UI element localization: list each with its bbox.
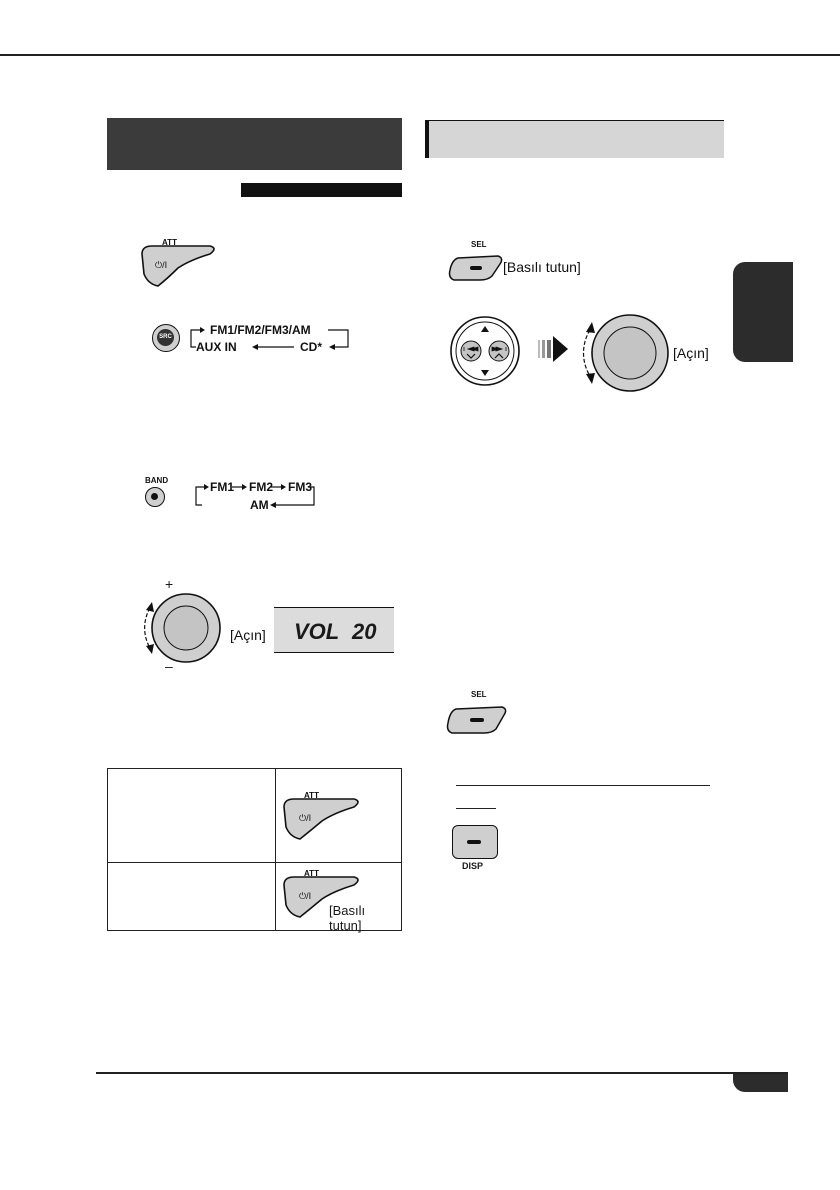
- power-symbol: ⏻/I: [299, 891, 312, 901]
- sel-label-top: SEL: [471, 240, 487, 249]
- sel-button-top[interactable]: [448, 252, 504, 282]
- table-att-button-1[interactable]: [280, 791, 362, 841]
- hold-label-table: [Basılı tutun]: [329, 903, 366, 933]
- transition-arrow-icon: [536, 328, 570, 370]
- table-row-1-text: [108, 769, 276, 863]
- band-dot-icon: [151, 493, 158, 500]
- band-label: BAND: [145, 476, 169, 485]
- volume-plus: +: [165, 576, 174, 592]
- power-symbol: ⏻/I: [299, 813, 312, 823]
- source-flow-fm: FM1/FM2/FM3/AM: [210, 323, 311, 337]
- band-flow-am: AM: [250, 498, 269, 512]
- bottom-rule: [96, 1072, 788, 1074]
- att-label: ATT: [162, 238, 177, 247]
- table-row-2-text: [108, 863, 276, 931]
- hold-label-sel: [Basılı tutun]: [503, 259, 581, 275]
- src-label: SRC: [157, 329, 174, 346]
- att-label: ATT: [304, 791, 319, 800]
- att-button-icon: [138, 238, 218, 288]
- band-flow-fm1: FM1: [210, 480, 234, 494]
- rule-right-2: [456, 808, 496, 809]
- volume-knob[interactable]: [140, 586, 230, 670]
- att-table: [107, 768, 402, 931]
- volume-minus: –: [165, 658, 173, 674]
- disp-label: DISP: [462, 861, 484, 871]
- band-flow-fm3: FM3: [288, 480, 312, 494]
- att-button-icon: [280, 791, 362, 841]
- control-pad[interactable]: [448, 314, 522, 388]
- rule-right-1: [456, 785, 710, 786]
- section-header-left: [107, 118, 402, 170]
- subheading-bar: [241, 183, 402, 197]
- sel-button-bottom[interactable]: [446, 703, 508, 735]
- section-header-right: [425, 120, 724, 158]
- power-symbol: ⏻/I: [155, 260, 168, 270]
- att-label: ATT: [304, 869, 319, 878]
- volume-display-label: VOL: [294, 619, 340, 644]
- top-rule: [0, 54, 840, 56]
- turn-label-right: [Açın]: [673, 345, 709, 361]
- turn-label-left: [Açın]: [230, 627, 266, 643]
- source-flow-aux: AUX IN: [196, 340, 237, 354]
- att-power-button[interactable]: [138, 238, 218, 288]
- page-number-badge: [733, 1074, 788, 1092]
- band-flow-fm2: FM2: [249, 480, 273, 494]
- rotary-knob-right[interactable]: [582, 308, 672, 398]
- volume-display-value: 20: [352, 619, 377, 644]
- volume-display: [274, 607, 394, 653]
- sel-label-bottom: SEL: [471, 690, 487, 699]
- language-side-tab: [733, 262, 793, 362]
- source-flow-cd: CD*: [300, 340, 323, 354]
- disp-button-mark: [467, 840, 481, 844]
- band-button[interactable]: [145, 487, 165, 507]
- disp-button[interactable]: [452, 825, 498, 859]
- table-row-2-button: [276, 863, 402, 931]
- src-button[interactable]: [152, 324, 180, 352]
- table-row-1-button: [276, 769, 402, 863]
